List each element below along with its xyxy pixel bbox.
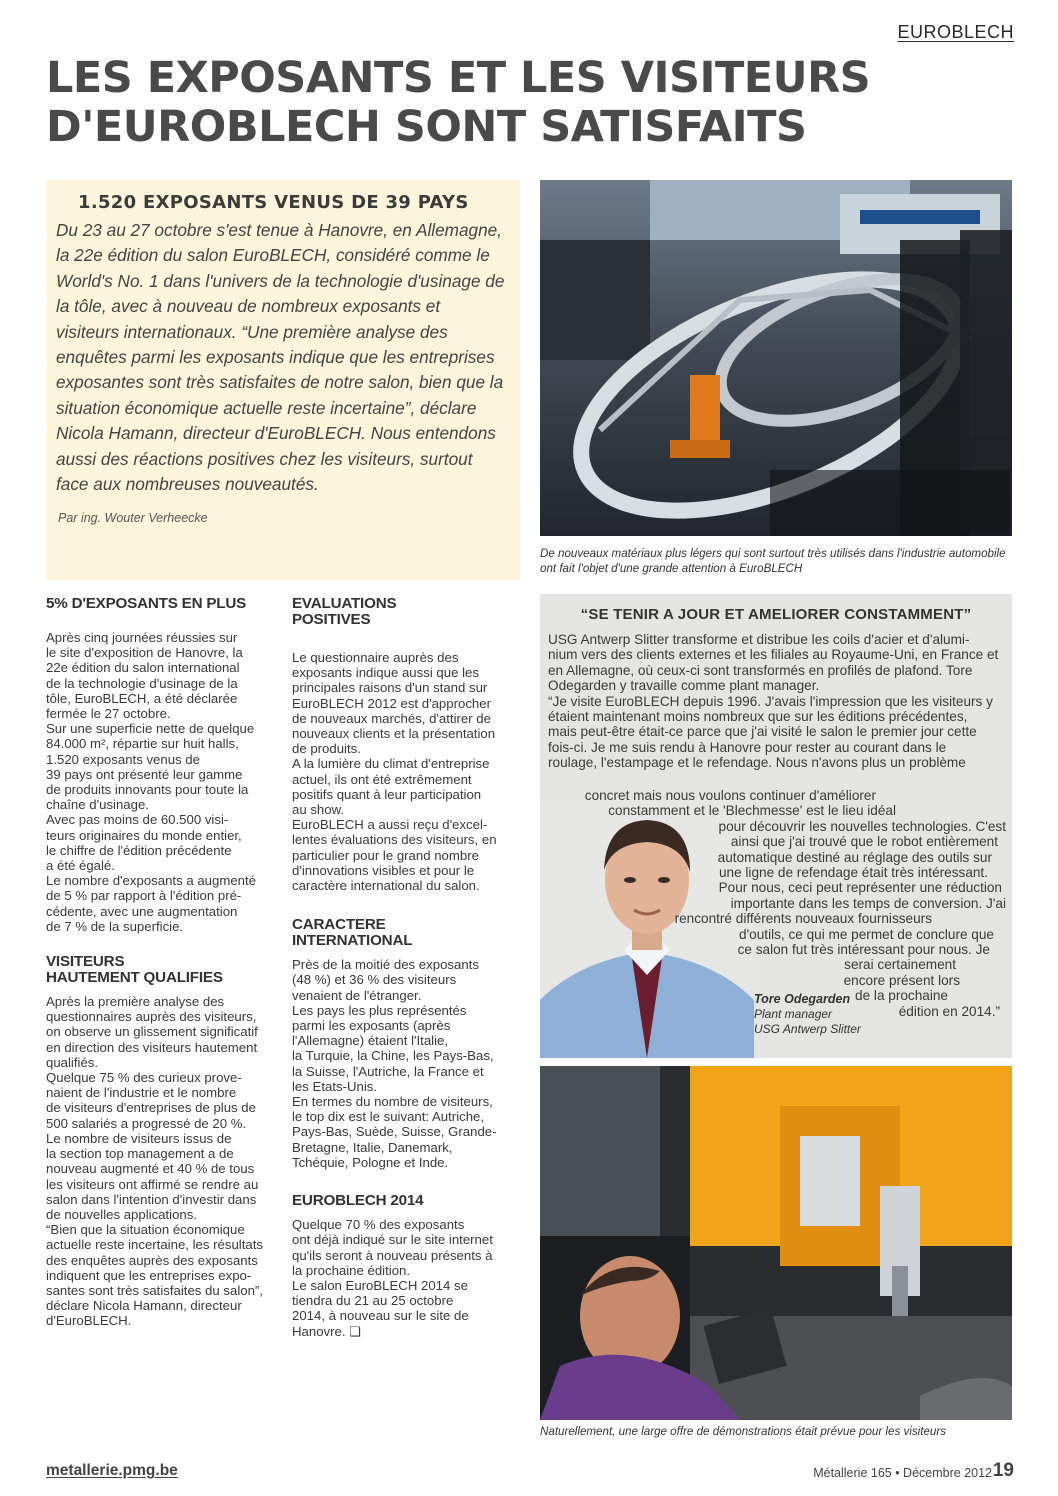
intro-title: 1.520 EXPOSANTS VENUS DE 39 PAYS: [78, 192, 469, 213]
interview-signature: [754, 992, 861, 1037]
paragraph-euroblech-2014-text: Quelque 70 % des exposants ont déjà indiqué sur le site internet qu'ils seront à nouveau présents à la prochaine édition. Le salon EuroBLECH 2014 se tiendra du 21 au 25 octobre 2014, à nouveau sur le site de Hanovre.: [292, 1217, 493, 1339]
quote-line: automatique destiné au réglage des outils sur: [717, 849, 992, 865]
interview-title: “SE TENIR A JOUR ET AMELIORER CONSTAMMENT”: [580, 606, 972, 623]
signature-role: Plant manager: [754, 1007, 833, 1021]
quote-line: rencontré différents nouveaux fournisseurs: [674, 911, 932, 927]
intro-text: Du 23 au 27 octobre s'est tenue à Hanovre, en Allemagne, la 22e édition du salon EuroBLECH, considéré comme le World's No. 1 dans l'univers de la technologie d'usinage de la tôle, avec à nouveau de nombreux exposants et visiteurs internationaux. “Une première analyse des enquêtes parmi les exposants indique que les entreprises exposantes sont très satisfaites de notre salon, bien que la situation économique actuelle reste incertaine”, déclare Nicola Hamann, directeur d'EuroBLECH. Nous entendons aussi des réactions positives chez les visiteurs, surtout face aux nombreuses nouveautés.: [56, 220, 505, 495]
quote-line: serai certainement: [844, 957, 956, 973]
interview-quote: [540, 788, 1006, 1019]
paragraph-international: Près de la moitié des exposants (48 %) et 36 % des visiteurs venaient de l'étranger. Les pays les plus représentés parmi les exposants (après l'Allemagne) étaient l'Italie, la Turquie, la Chine, les Pays-Bas, la Suisse, l'Autriche, la France et les Etats-Unis. En termes du nombre de visiteurs, le top dix est le suivant: Autriche, Pays-Bas, Suède, Suisse, Grande- Bretagne, Italie, Danemark, Tchéquie, Pologne et Inde.: [292, 957, 497, 1170]
signature-name: Tore Odegarden: [754, 992, 851, 1006]
intro-box: [46, 180, 520, 580]
photo-caption-bottom: Naturellement, une large offre de démonstrations était prévue pour les visiteurs: [540, 1425, 946, 1438]
footer-website-link[interactable]: metallerie.pmg.be: [46, 1462, 178, 1479]
article-column-2: [292, 596, 508, 1339]
photo-plasma-cutting-demo: [540, 1066, 1012, 1420]
quote-line: ainsi que j'ai trouvé que le robot entièrement: [730, 834, 998, 850]
subheading-international: CARACTERE INTERNATIONAL: [292, 916, 413, 950]
paragraph-visiteurs: Après la première analyse des questionnaires auprès des visiteurs, on observe un glissement significatif en direction des visiteurs hautement qualifiés. Quelque 75 % des curieux prove- naient de l'industrie et le nombre de visiteurs d'entreprises de plus de 500 salariés a progressé de 20 %. Le nombre de visiteurs issus de la section top management a de nouveau augmenté et 40 % de tous les visiteurs ont affirmé se rendre au salon dans l'intention d'investir dans de nouvelles applications. “Bien que la situation économique actuelle reste incertaine, les résultats des enquêtes auprès des exposants indiquent que les entreprises expo- santes sont très satisfaites du salon”, déclare Nicola Hamann, directeur d'EuroBLECH.: [46, 994, 263, 1329]
quote-line: d'outils, ce qui me permet de conclure que: [739, 926, 994, 942]
paragraph-euroblech-2014: [292, 1217, 508, 1339]
quote-line: constamment et le 'Blechmesse' est le lieu idéal: [608, 803, 896, 819]
end-of-article-mark: ❑: [349, 1323, 362, 1339]
quote-line: encore présent lors: [843, 972, 960, 988]
quote-line: pour découvrir les nouvelles technologies. C'est: [718, 818, 1006, 834]
quote-line: Pour nous, ceci peut représenter une réduction: [718, 880, 1002, 896]
quote-line: ce salon fut très intéressant pour nous. Je: [737, 942, 990, 958]
page-number: 19: [992, 1460, 1014, 1481]
paragraph-evaluations: Le questionnaire auprès des exposants indique aussi que les principales raisons d'un stand sur EuroBLECH 2012 est d'approcher de nouveaux marchés, d'attirer de nouveaux clients et la présentation de produits. A la lumière du climat d'entreprise actuel, ils ont été extrêmement positifs quant à leur participation au show. EuroBLECH a aussi reçu d'excel- lentes évaluations des visiteurs, en particulier pour le grand nombre d'innovations visibles et pour le caractère international du salon.: [292, 650, 497, 894]
photo-caption-top: De nouveaux matériaux plus légers qui sont surtout très utilisés dans l'industrie automobile ont fait l'objet d'une grande attention à EuroBLECH: [540, 547, 1006, 575]
photo-car-frame-exhibition: [540, 180, 1012, 536]
interview-box: [540, 594, 1012, 1058]
page-headline: LES EXPOSANTS ET LES VISITEURS D'EUROBLECH SONT SATISFAITS: [46, 53, 871, 152]
quote-line: concret mais nous voulons continuer d'améliorer: [584, 788, 876, 803]
quote-line: importante dans les temps de conversion. J'ai: [730, 895, 1006, 911]
quote-line: édition en 2014.”: [898, 1003, 1000, 1019]
section-tag: EUROBLECH: [897, 22, 1014, 42]
quote-line: de la prochaine: [855, 988, 948, 1004]
paragraph-exposants: Après cinq journées réussies sur le site d'exposition de Hanovre, la 22e édition du salon international de la technologie d'usinage de la tôle, EuroBLECH, a été déclarée fermée le 27 octobre. Sur une superficie nette de quelque 84.000 m², répartie sur huit halls, 1.520 exposants venus de 39 pays ont présenté leur gamme de produits innovants pour toute la chaîne d'usinage. Avec pas moins de 60.500 visi- teurs originaires du monde entier, le chiffre de l'édition précédente a été égalé. Le nombre d'exposants a augmenté de 5 % par rapport à l'édition pré- cédente, avec une augmentation de 7 % de la superficie.: [46, 630, 256, 934]
interview-intro-text: USG Antwerp Slitter transforme et distribue les coils d'acier et d'alumi- nium vers des clients externes et les filiales au Royaume-Uni, en France et en Allemagne, où ceux-ci sont transformés en profilés de plafond. Tore Odegarden y travaille comme plant manager. “Je visite EuroBLECH depuis 1996. J'avais l'impression que les visiteurs y étaient maintenant moins nombreux que sur les éditions précédentes, mais peut-être était-ce parce que j'ai visité le salon le premier jour cette fois-ci. Je me suis rendu à Hanovre pour rester au courant dans le roulage, l'estampage et le refendage. Nous n'avons plus un problème: [548, 632, 999, 771]
subheading-visiteurs: VISITEURS HAUTEMENT QUALIFIES: [46, 953, 223, 987]
signature-company: USG Antwerp Slitter: [754, 1022, 861, 1036]
article-column-1: [46, 596, 272, 1329]
footer-issue: Métallerie 165 • Décembre 2012: [813, 1466, 992, 1480]
subheading-exposants: 5% D'EXPOSANTS EN PLUS: [46, 595, 247, 612]
subheading-evaluations: EVALUATIONS POSITIVES: [292, 595, 397, 628]
quote-line: une ligne de refendage était très intéressant.: [718, 865, 988, 881]
author-byline: Par ing. Wouter Verheecke: [58, 511, 208, 526]
subheading-euroblech-2014: EUROBLECH 2014: [292, 1192, 424, 1210]
